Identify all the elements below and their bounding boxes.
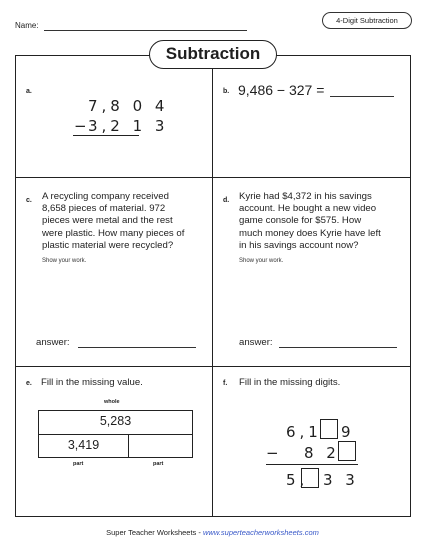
problem-a-bottom-number: 3,2 1 3	[88, 117, 169, 135]
problem-f-row3-digits: 3 3	[323, 471, 359, 489]
problem-c-line: 8,658 pieces of material. 972	[42, 203, 166, 215]
problem-c-line: were plastic. How many pieces of	[42, 227, 185, 239]
problem-b-expression: 9,486 − 327 =	[238, 82, 325, 98]
problem-f-digit-box[interactable]	[338, 441, 356, 461]
problem-a-minus-sign: −	[74, 117, 91, 135]
problem-b-answer-blank[interactable]	[330, 96, 394, 97]
problem-e-whole-label: whole	[104, 399, 120, 405]
problem-a-top-number: 7,8 0 4	[88, 97, 169, 115]
problem-c-answer-label: answer:	[36, 337, 70, 348]
problem-e-part-label: part	[73, 461, 84, 467]
problem-d-line: account. He bought a new video	[239, 203, 377, 215]
problem-b-label: b.	[223, 88, 230, 95]
problem-d-line: in his savings account now?	[239, 239, 359, 251]
name-label: Name:	[15, 21, 39, 30]
problem-f-digit-box[interactable]	[301, 468, 319, 488]
problem-a-label: a.	[26, 88, 32, 95]
topic-badge: 4-Digit Subtraction	[322, 12, 412, 29]
problem-a-sum-line	[73, 135, 139, 136]
problem-e-whole-value: 5,283	[99, 414, 132, 428]
problem-d-line: much money does Kyrie have left	[239, 227, 381, 239]
problem-f-row1-digits: 6,1	[286, 423, 322, 441]
footer	[0, 528, 425, 537]
problem-f-difference-line	[266, 464, 358, 465]
footer-url-link[interactable]: www.superteacherworksheets.com	[202, 528, 319, 537]
footer-brand: Super Teacher Worksheets -	[106, 528, 203, 537]
problem-c-label: c.	[26, 197, 32, 204]
page-title: Subtraction	[149, 40, 277, 69]
problem-f-instruction: Fill in the missing digits.	[239, 377, 341, 388]
problem-d-show-work: Show your work.	[239, 258, 284, 264]
name-field[interactable]	[44, 30, 247, 31]
problem-f-row2-digits: 8 2	[304, 444, 340, 462]
problem-c-show-work: Show your work.	[42, 258, 87, 264]
grid-divider-row1	[15, 177, 411, 178]
grid-divider-vertical	[212, 55, 213, 517]
problem-e-part-label: part	[153, 461, 164, 467]
problem-f-row3-digits: 5,	[286, 471, 309, 489]
problem-e-part-value: 3,419	[67, 438, 100, 452]
problem-d-line: Kyrie had $4,372 in his savings	[239, 191, 372, 202]
grid-divider-row2	[15, 366, 411, 367]
problem-e-instruction: Fill in the missing value.	[41, 377, 143, 388]
problem-d-line: game console for $575. How	[239, 215, 362, 227]
problem-f-row1-ones: 9	[341, 423, 355, 441]
problem-c-answer-blank[interactable]	[78, 347, 196, 348]
problem-f-digit-box[interactable]	[320, 419, 338, 439]
problem-d-text	[239, 191, 409, 252]
problem-f-minus-sign: −	[266, 444, 283, 462]
problem-e-missing-part-box[interactable]	[128, 434, 193, 458]
problem-d-answer-label: answer:	[239, 337, 273, 348]
problem-d-label: d.	[223, 197, 230, 204]
problem-c-line: pieces were metal and the rest	[42, 215, 173, 227]
problem-d-answer-blank[interactable]	[279, 347, 397, 348]
problem-e-label: e.	[26, 380, 32, 387]
problem-c-line: plastic material were recycled?	[42, 239, 174, 251]
problem-f-label: f.	[223, 380, 228, 387]
problem-c-text	[42, 191, 210, 252]
problem-c-line: A recycling company received	[42, 191, 169, 202]
